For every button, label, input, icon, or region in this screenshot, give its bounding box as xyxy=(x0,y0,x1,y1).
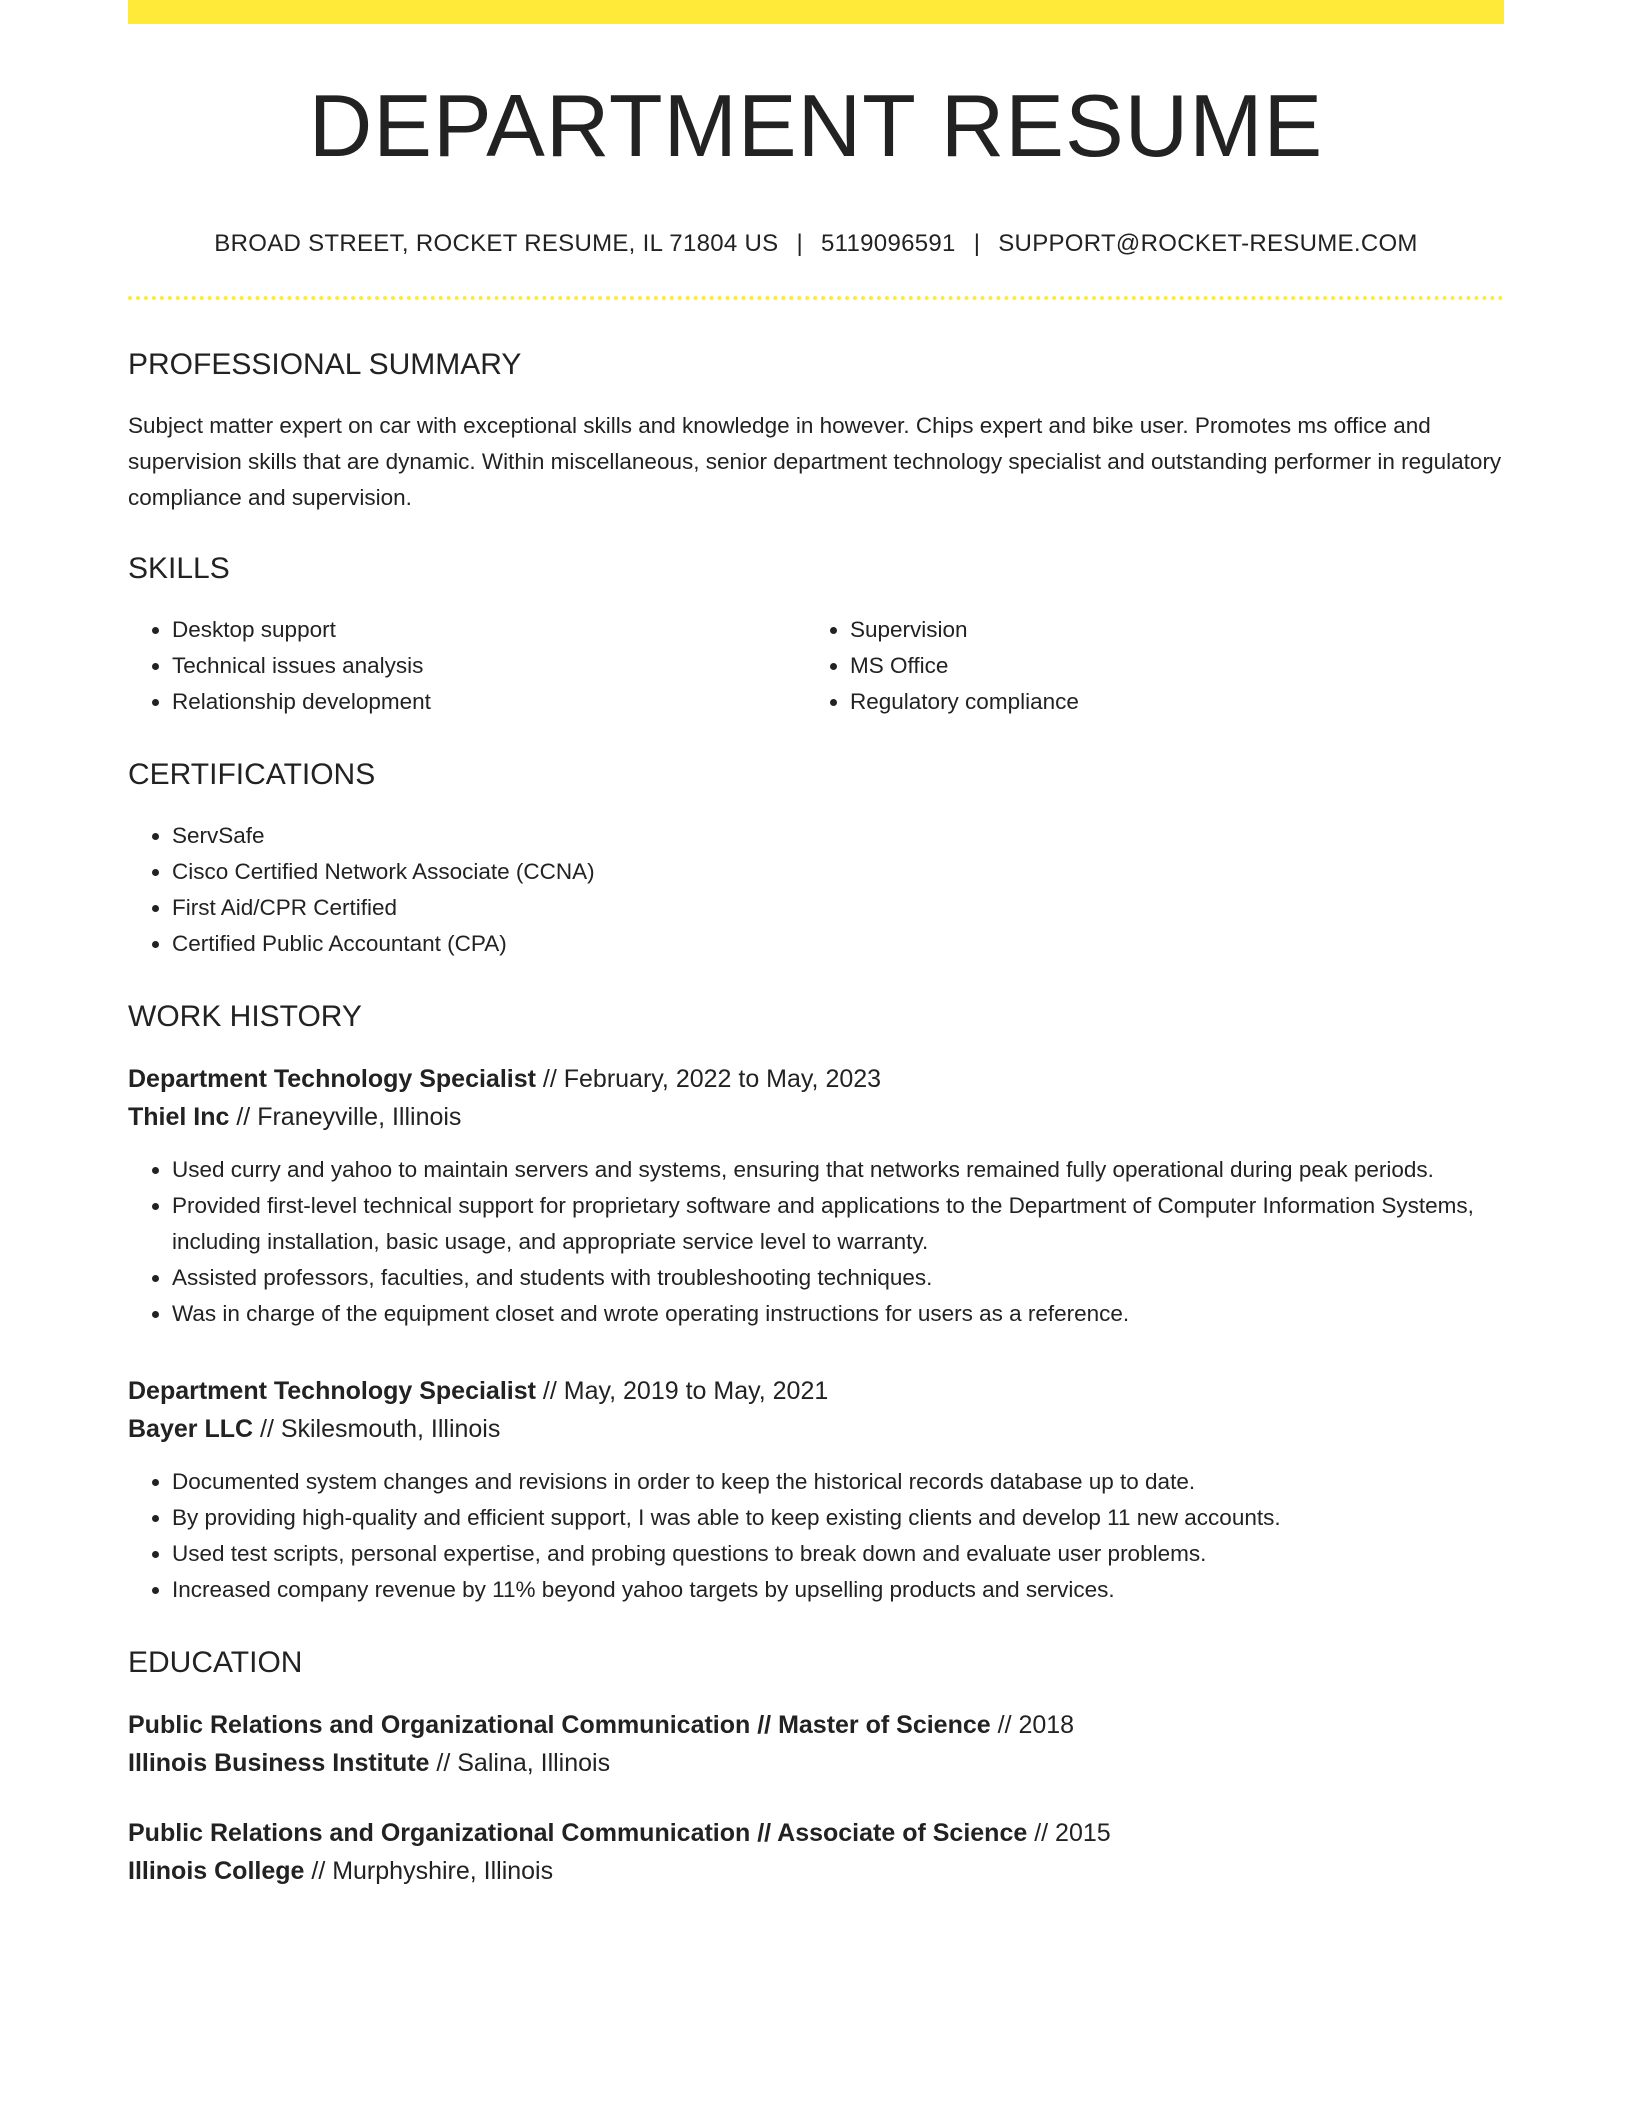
contact-address: BROAD STREET, ROCKET RESUME, IL 71804 US xyxy=(214,230,779,257)
job-dates: // February, 2022 to May, 2023 xyxy=(535,1065,882,1093)
certifications-list xyxy=(128,818,1504,962)
skills-columns xyxy=(128,612,1504,720)
job-bullet: • Assisted professors, faculties, and students with troubleshooting techniques. xyxy=(172,1260,1504,1296)
job-bullet: • Used curry and yahoo to maintain servers and systems, ensuring that networks remained fully operational during peak periods. xyxy=(172,1152,1504,1188)
job-bullet: • Was in charge of the equipment closet and wrote operating instructions for users as a reference. xyxy=(172,1296,1504,1332)
job-location: // Skilesmouth, Illinois xyxy=(253,1415,501,1443)
skills-left-list xyxy=(128,612,806,720)
degree-line xyxy=(128,1706,1504,1744)
skill-item: • Desktop support xyxy=(172,612,806,648)
resume-title: DEPARTMENT RESUME xyxy=(308,76,1324,175)
skill-item: • Technical issues analysis xyxy=(172,648,806,684)
job-company: Bayer LLC xyxy=(128,1415,254,1443)
education-entry xyxy=(128,1814,1504,1890)
job-entry xyxy=(128,1372,1504,1608)
certifications-heading: CERTIFICATIONS xyxy=(128,758,376,791)
job-bullet: • Increased company revenue by 11% beyond yahoo targets by upselling products and services. xyxy=(172,1572,1504,1608)
degree-line xyxy=(128,1814,1504,1852)
accent-bar xyxy=(128,0,1504,24)
skill-item: • Supervision xyxy=(850,612,1484,648)
job-company-line xyxy=(128,1098,1504,1136)
school: Illinois Business Institute xyxy=(128,1749,430,1777)
contact-separator: | xyxy=(973,230,981,257)
summary-text: Subject matter expert on car with exceptional skills and knowledge in however. Chips expert and bike user. Promotes ms office and supervision skills that are dynamic. Within miscellaneous, senior department technology specialist and outstanding performer in regulatory compliance and supervision. xyxy=(128,413,1502,510)
job-company-line xyxy=(128,1410,1504,1448)
job-bullets xyxy=(128,1152,1504,1332)
job-location: // Franeyville, Illinois xyxy=(229,1103,462,1131)
contact-separator: | xyxy=(796,230,803,257)
dotted-divider xyxy=(128,296,1504,300)
certification-item: • Certified Public Accountant (CPA) xyxy=(172,926,1504,962)
skill-item: • Relationship development xyxy=(172,684,806,720)
job-dates: // May, 2019 to May, 2021 xyxy=(535,1377,829,1405)
job-title-line xyxy=(128,1372,1504,1410)
certification-item: • First Aid/CPR Certified xyxy=(172,890,1504,926)
certification-item: • ServSafe xyxy=(172,818,1504,854)
degree: Public Relations and Organizational Communication // Master of Science xyxy=(128,1711,991,1739)
degree-year: // 2015 xyxy=(1027,1819,1111,1847)
job-title: Department Technology Specialist xyxy=(128,1065,536,1093)
contact-line xyxy=(128,232,1504,256)
degree-year: // 2018 xyxy=(990,1711,1075,1739)
skill-item: • Regulatory compliance xyxy=(850,684,1484,720)
job-title-line xyxy=(128,1060,1504,1098)
work-history-heading: WORK HISTORY xyxy=(128,1000,362,1033)
education-heading: EDUCATION xyxy=(128,1646,303,1679)
skills-heading: SKILLS xyxy=(128,552,230,585)
job-title: Department Technology Specialist xyxy=(128,1377,536,1405)
job-bullet: • By providing high-quality and efficient support, I was able to keep existing clients and develop 11 new accounts. xyxy=(172,1500,1504,1536)
school-line xyxy=(128,1744,1504,1782)
education-entry xyxy=(128,1706,1504,1782)
school-location: // Salina, Illinois xyxy=(429,1749,611,1777)
degree: Public Relations and Organizational Communication // Associate of Science xyxy=(128,1819,1028,1847)
resume-page xyxy=(128,0,1504,1890)
school-location: // Murphyshire, Illinois xyxy=(304,1857,554,1885)
job-bullet: • Used test scripts, personal expertise, and probing questions to break down and evaluate user problems. xyxy=(172,1536,1504,1572)
job-bullet: • Documented system changes and revisions in order to keep the historical records database up to date. xyxy=(172,1464,1504,1500)
certification-item: • Cisco Certified Network Associate (CCNA) xyxy=(172,854,1504,890)
skill-item: • MS Office xyxy=(850,648,1484,684)
job-entry xyxy=(128,1060,1504,1332)
summary-heading: PROFESSIONAL SUMMARY xyxy=(128,348,522,381)
school-line xyxy=(128,1852,1504,1890)
job-company: Thiel Inc xyxy=(128,1103,230,1131)
job-bullets xyxy=(128,1464,1504,1608)
contact-email: SUPPORT@ROCKET-RESUME.COM xyxy=(998,230,1418,257)
skills-right-list xyxy=(806,612,1484,720)
job-bullet: • Provided first-level technical support for proprietary software and applications to the Department of Computer Information Systems, including installation, basic usage, and appropriate service level to warranty. xyxy=(172,1188,1504,1260)
school: Illinois College xyxy=(128,1857,305,1885)
contact-phone: 5119096591 xyxy=(821,230,956,257)
